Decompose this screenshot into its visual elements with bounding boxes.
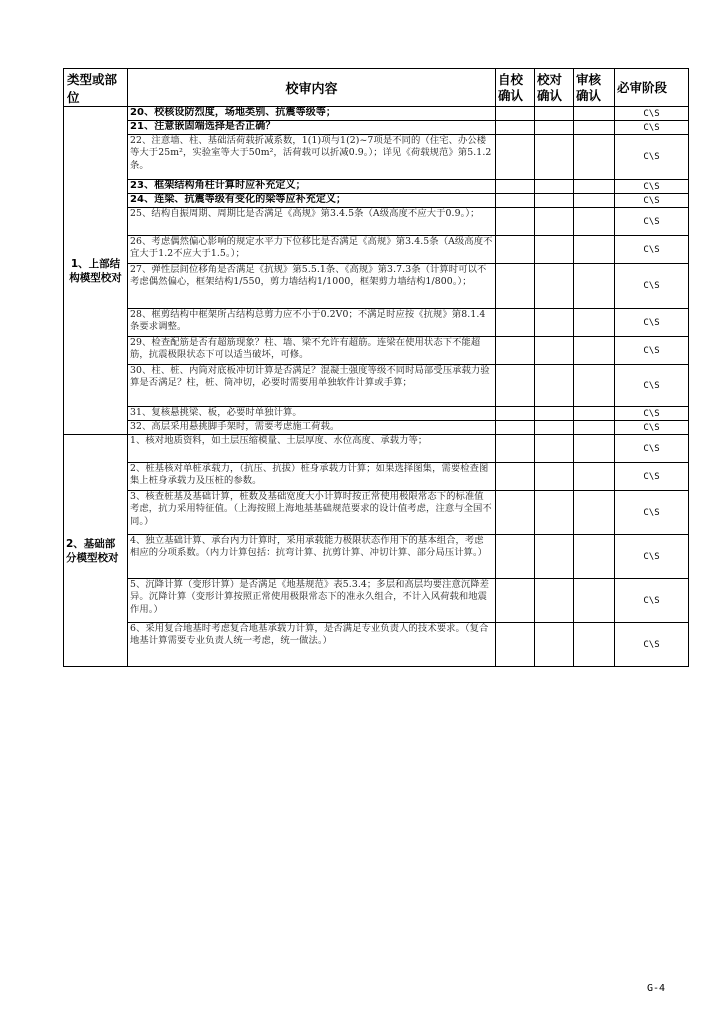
cross-check-cell[interactable]: [535, 135, 574, 180]
stage-cell: C\S: [615, 121, 689, 135]
cross-check-cell[interactable]: [535, 535, 574, 579]
cross-check-cell[interactable]: [535, 623, 574, 667]
cross-check-cell[interactable]: [535, 180, 574, 194]
stage-cell: C\S: [615, 337, 689, 365]
check-item: 24、连梁、抗震等级有变化的梁等应补充定义；: [128, 194, 496, 208]
check-item: 26、考虑偶然偏心影响的规定水平力下位移比是否满足《高规》第3.4.5条（A级高度不宜大于1.2不应大于1.5。）；: [128, 236, 496, 264]
review-cell[interactable]: [574, 309, 615, 337]
page-number: G-4: [647, 983, 666, 994]
cross-check-cell[interactable]: [535, 579, 574, 623]
cross-check-cell[interactable]: [535, 491, 574, 535]
cross-check-cell[interactable]: [535, 194, 574, 208]
header-self-check: 自校确认: [496, 69, 535, 107]
cross-check-cell[interactable]: [535, 208, 574, 236]
check-item: 29、检查配筋是否有超筋现象？柱、墙、梁不允许有超筋。连梁在使用状态下不能超筋，抗震极限状态下可以适当破坏，可修。: [128, 337, 496, 365]
self-check-cell[interactable]: [496, 309, 535, 337]
review-cell[interactable]: [574, 236, 615, 264]
check-item: 25、结构自振周期、周期比是否满足《高规》第3.4.5条（A级高度不应大于0.9。）；: [128, 208, 496, 236]
self-check-cell[interactable]: [496, 121, 535, 135]
review-cell[interactable]: [574, 421, 615, 435]
check-item: 5、沉降计算（变形计算）是否满足《地基规范》表5.3.4；多层和高层均要注意沉降差异。沉降计算（变形计算按照正常使用极限常态下的准永久组合，不计入风荷载和地震作用。）: [128, 579, 496, 623]
table-row: [64, 309, 689, 337]
check-item: 4、独立基础计算、承台内力计算时，采用承载能力极限状态作用下的基本组合，考虑相应的分项系数。（内力计算包括：抗弯计算、抗剪计算、冲切计算、部分局压计算。）: [128, 535, 496, 579]
check-item: 3、核查桩基及基础计算，桩数及基础宽度大小计算时按正常使用极限常态下的标准值考虑，抗力采用特征值。（上海按照上海地基基础规范要求的设计值考虑，注意与全国不同。）: [128, 491, 496, 535]
header-category: 类型或部位: [64, 69, 128, 107]
self-check-cell[interactable]: [496, 236, 535, 264]
cross-check-cell[interactable]: [535, 309, 574, 337]
review-cell[interactable]: [574, 337, 615, 365]
header-cross-check: 校对确认: [535, 69, 574, 107]
review-cell[interactable]: [574, 463, 615, 491]
cross-check-cell[interactable]: [535, 463, 574, 491]
stage-cell: C\S: [615, 264, 689, 309]
review-checklist-table: [63, 68, 689, 667]
cross-check-cell[interactable]: [535, 337, 574, 365]
stage-cell: C\S: [615, 491, 689, 535]
header-row: [64, 69, 689, 107]
header-content: 校审内容: [128, 69, 496, 107]
review-cell[interactable]: [574, 121, 615, 135]
stage-cell: C\S: [615, 365, 689, 407]
self-check-cell[interactable]: [496, 623, 535, 667]
review-cell[interactable]: [574, 491, 615, 535]
check-item: 22、注意墙、柱、基础活荷载折减系数，1(1)项与1(2)~7项是不同的（住宅、办公楼等大于25m²，实验室等大于50m²，活荷载可以折减0.9。）；详见《荷载规范》第5.1.2条。: [128, 135, 496, 180]
table-row: [64, 579, 689, 623]
table-row: [64, 135, 689, 180]
stage-cell: C\S: [615, 623, 689, 667]
section-category: 2、基础部分模型校对: [64, 435, 128, 667]
self-check-cell[interactable]: [496, 208, 535, 236]
check-item: 32、高层采用悬挑脚手架时，需要考虑施工荷载。: [128, 421, 496, 435]
table-row: [64, 463, 689, 491]
stage-cell: C\S: [615, 407, 689, 421]
table-row: [64, 407, 689, 421]
review-cell[interactable]: [574, 365, 615, 407]
cross-check-cell[interactable]: [535, 365, 574, 407]
self-check-cell[interactable]: [496, 107, 535, 121]
cross-check-cell[interactable]: [535, 107, 574, 121]
self-check-cell[interactable]: [496, 337, 535, 365]
check-item: 27、弹性层间位移角是否满足《抗规》第5.5.1条、《高规》第3.7.3条（计算时可以不考虑偶然偏心，框架结构1/550，剪力墙结构1/1000，框架剪力墙结构1/800。）；: [128, 264, 496, 309]
check-item: 1、核对地质资料，如土层压缩模量、土层厚度、水位高度、承载力等；: [128, 435, 496, 463]
self-check-cell[interactable]: [496, 535, 535, 579]
stage-cell: C\S: [615, 435, 689, 463]
stage-cell: C\S: [615, 180, 689, 194]
table-row: [64, 435, 689, 463]
table-row: [64, 421, 689, 435]
review-cell[interactable]: [574, 407, 615, 421]
self-check-cell[interactable]: [496, 491, 535, 535]
review-cell[interactable]: [574, 135, 615, 180]
table-row: [64, 337, 689, 365]
header-required-stage: 必审阶段: [615, 69, 689, 107]
section-category: 1、上部结构模型校对: [64, 107, 128, 435]
stage-cell: C\S: [615, 135, 689, 180]
self-check-cell[interactable]: [496, 579, 535, 623]
review-cell[interactable]: [574, 107, 615, 121]
table-row: [64, 121, 689, 135]
self-check-cell[interactable]: [496, 435, 535, 463]
review-cell[interactable]: [574, 535, 615, 579]
stage-cell: C\S: [615, 463, 689, 491]
table-row: [64, 180, 689, 194]
cross-check-cell[interactable]: [535, 264, 574, 309]
cross-check-cell[interactable]: [535, 435, 574, 463]
table-row: [64, 208, 689, 236]
check-item: 31、复核悬挑梁、板，必要时单独计算。: [128, 407, 496, 421]
self-check-cell[interactable]: [496, 407, 535, 421]
table-row: [64, 535, 689, 579]
review-cell[interactable]: [574, 264, 615, 309]
stage-cell: C\S: [615, 208, 689, 236]
cross-check-cell[interactable]: [535, 121, 574, 135]
review-cell[interactable]: [574, 194, 615, 208]
self-check-cell[interactable]: [496, 421, 535, 435]
table-row: [64, 194, 689, 208]
table-row: [64, 107, 689, 121]
review-cell[interactable]: [574, 435, 615, 463]
review-cell[interactable]: [574, 579, 615, 623]
self-check-cell[interactable]: [496, 463, 535, 491]
self-check-cell[interactable]: [496, 365, 535, 407]
stage-cell: C\S: [615, 535, 689, 579]
review-cell[interactable]: [574, 623, 615, 667]
review-cell[interactable]: [574, 180, 615, 194]
self-check-cell[interactable]: [496, 180, 535, 194]
table-row: [64, 623, 689, 667]
self-check-cell[interactable]: [496, 194, 535, 208]
check-item: 6、采用复合地基时考虑复合地基承载力计算，是否满足专业负责人的技术要求。（复合地基计算需要专业负责人统一考虑，统一做法。）: [128, 623, 496, 667]
check-item: 30、柱、桩、内筒对底板冲切计算是否满足？混凝土强度等级不同时局部受压承载力验算是否满足？柱，桩、筒冲切，必要时需要用单独软件计算或手算；: [128, 365, 496, 407]
check-item: 23、框架结构角柱计算时应补充定义；: [128, 180, 496, 194]
table-row: [64, 365, 689, 407]
cross-check-cell[interactable]: [535, 407, 574, 421]
self-check-cell[interactable]: [496, 135, 535, 180]
check-item: 20、校核设防烈度，场地类别、抗震等级等；: [128, 107, 496, 121]
header-review: 审核确认: [574, 69, 615, 107]
cross-check-cell[interactable]: [535, 421, 574, 435]
check-item: 21、注意嵌固端选择是否正确？: [128, 121, 496, 135]
stage-cell: C\S: [615, 107, 689, 121]
review-cell[interactable]: [574, 208, 615, 236]
stage-cell: C\S: [615, 421, 689, 435]
review-checklist-sheet: [63, 68, 688, 667]
stage-cell: C\S: [615, 309, 689, 337]
check-item: 2、桩基核对单桩承载力，（抗压、抗拔）桩身承载力计算；如果选择图集，需要检查图集上桩身承载力及压桩的参数。: [128, 463, 496, 491]
stage-cell: C\S: [615, 579, 689, 623]
table-row: [64, 491, 689, 535]
table-row: [64, 264, 689, 309]
stage-cell: C\S: [615, 194, 689, 208]
stage-cell: C\S: [615, 236, 689, 264]
cross-check-cell[interactable]: [535, 236, 574, 264]
self-check-cell[interactable]: [496, 264, 535, 309]
table-row: [64, 236, 689, 264]
check-item: 28、框剪结构中框架所占结构总剪力应不小于0.2V0；不满足时应按《抗规》第8.1.4条要求调整。: [128, 309, 496, 337]
